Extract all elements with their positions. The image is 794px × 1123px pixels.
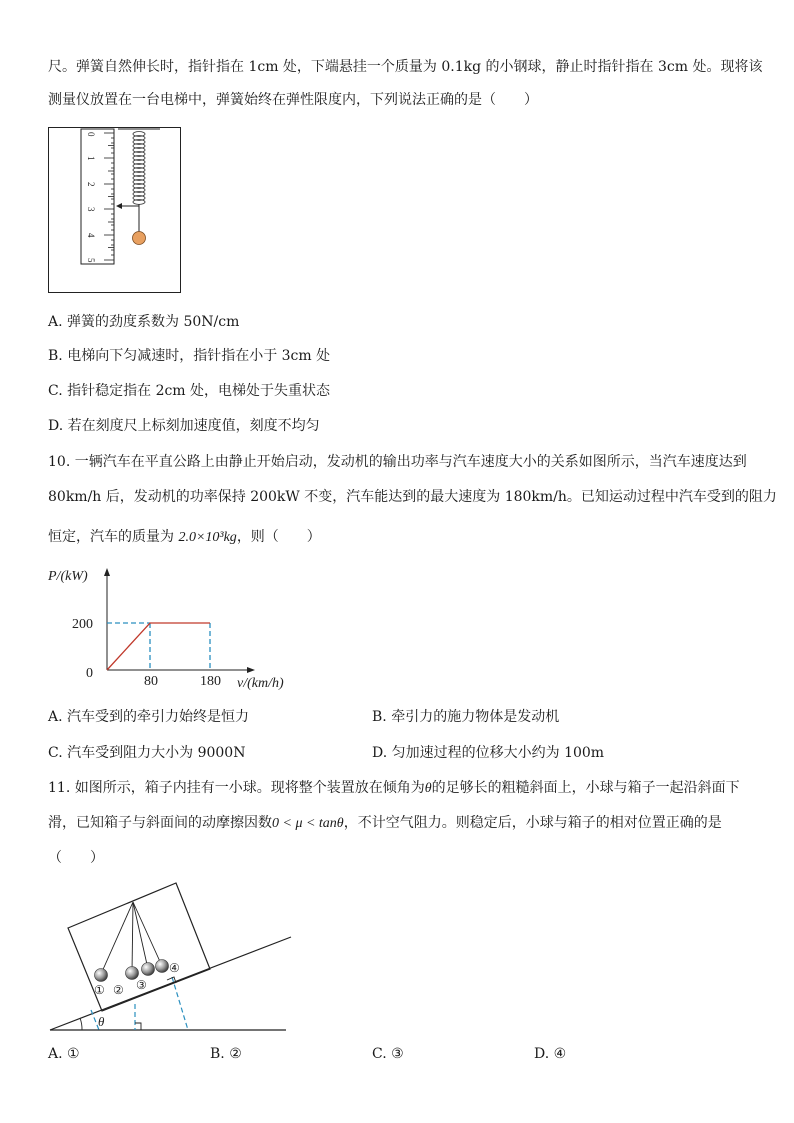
q10-text-line3 (48, 527, 321, 548)
ball-1 (95, 969, 108, 982)
q10-line3-post: ，则（ ） (236, 529, 321, 545)
q10-line3-pre: 恒定，汽车的质量为 (48, 529, 179, 545)
ruler-tick-5: 5 (86, 258, 96, 263)
ball-4 (156, 960, 169, 973)
q11-text-line3: （ ） (48, 850, 104, 866)
ruler-tick-4: 4 (86, 233, 96, 238)
q9-option-a[interactable]: A. 弹簧的劲度系数为 50N/cm (48, 314, 240, 330)
q9-spring-scale-figure (48, 127, 182, 294)
q10-mass: 2.0×10³kg (178, 530, 237, 545)
ball-3 (142, 963, 155, 976)
q11-line1-post: 的足够长的粗糙斜面上，小球与箱子一起沿斜面下 (431, 780, 740, 796)
y-tick-200: 200 (72, 617, 93, 632)
q11-text-line2 (48, 813, 722, 834)
x-tick-180: 180 (200, 674, 221, 689)
ruler-tick-1: 1 (86, 156, 96, 161)
q9-text-line2: 测量仪放置在一台电梯中，弹簧始终在弹性限度内，下列说法正确的是（ ） (48, 92, 538, 108)
q11-option-d[interactable]: D. ④ (534, 1046, 567, 1062)
label-3: ③ (136, 978, 147, 992)
q9-option-b[interactable]: B. 电梯向下匀减速时，指针指在小于 3cm 处 (48, 348, 331, 364)
ruler-tick-0: 0 (86, 132, 96, 137)
q11-line1-pre: 11. 如图所示，箱子内挂有一小球。现将整个装置放在倾角为 (48, 780, 425, 796)
label-1: ① (94, 983, 105, 997)
incline (50, 937, 291, 1030)
label-4: ④ (169, 961, 180, 975)
q9-option-d[interactable]: D. 若在刻度尺上标刻加速度值，刻度不均匀 (48, 418, 320, 434)
x-axis-label: v/(km/h) (237, 676, 284, 691)
q10-power-velocity-graph (44, 563, 304, 691)
q10-text-line2: 80km/h 后，发动机的功率保持 200kW 不变，汽车能达到的最大速度为 180km/h。已知运动过程中汽车受到的阻力 (48, 489, 777, 505)
q11-line2-pre: 滑，已知箱子与斜面间的动摩擦因数 (48, 815, 272, 831)
y-axis-label: P/(kW) (48, 569, 88, 584)
q10-option-c[interactable]: C. 汽车受到阻力大小为 9000N (48, 745, 246, 761)
q11-text-line1 (48, 778, 740, 799)
ruler-tick-2: 2 (86, 182, 96, 187)
label-2: ② (113, 983, 124, 997)
q11-line2-post: ，不计空气阻力。则稳定后，小球与箱子的相对位置正确的是 (343, 815, 722, 831)
q9-text-line1: 尺。弹簧自然伸长时，指针指在 1cm 处，下端悬挂一个质量为 0.1kg 的小钢球，静止时指针指在 3cm 处。现将该 (48, 59, 763, 75)
q11-option-b[interactable]: B. ② (210, 1046, 242, 1062)
q10-option-a[interactable]: A. 汽车受到的牵引力始终是恒力 (48, 709, 250, 725)
ruler-tick-3: 3 (86, 207, 96, 212)
q10-text-line1: 10. 一辆汽车在平直公路上由静止开始启动，发动机的输出功率与汽车速度大小的关系如图所示，当汽车速度达到 (48, 454, 747, 470)
q10-option-d[interactable]: D. 匀加速过程的位移大小约为 100m (372, 745, 605, 761)
x-tick-80: 80 (144, 674, 158, 689)
angle-theta: θ (98, 1014, 105, 1029)
q11-box-on-incline-figure (48, 878, 298, 1038)
q11-theta: θ (424, 781, 432, 796)
origin-label: 0 (86, 666, 93, 681)
q11-mu-range: 0 < μ < tanθ (272, 816, 344, 831)
q10-option-b[interactable]: B. 牵引力的施力物体是发动机 (372, 709, 560, 725)
q9-option-c[interactable]: C. 指针稳定指在 2cm 处，电梯处于失重状态 (48, 383, 331, 399)
q11-option-c[interactable]: C. ③ (372, 1046, 404, 1062)
q11-option-a[interactable]: A. ① (48, 1046, 80, 1062)
power-curve (107, 623, 210, 670)
spring (133, 132, 145, 205)
steel-ball (133, 232, 146, 245)
